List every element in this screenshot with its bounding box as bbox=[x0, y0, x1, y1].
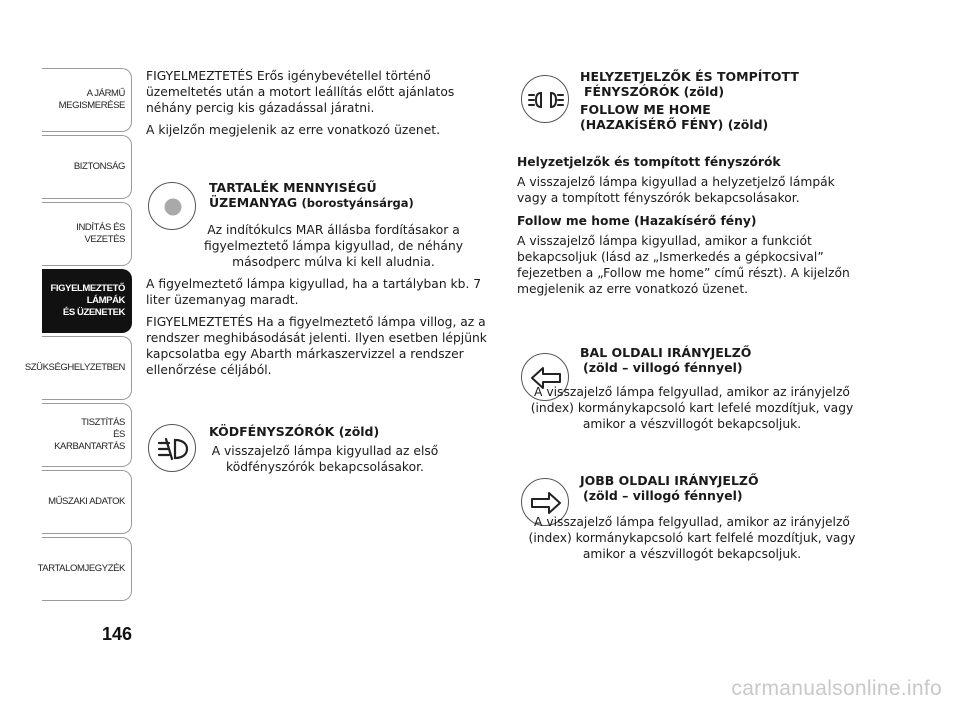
heading-line: JOBB OLDALI IRÁNYJELZŐ bbox=[580, 473, 759, 488]
body-paragraph: A visszajelző lámpa felgyullad, amikor az irányjelző (index) kormánykapcsoló kart felfelé mozdítjuk, vagy amikor a vészvillogót bekapcsoljuk. bbox=[528, 515, 856, 561]
tab-label: BIZTONSÁG bbox=[73, 161, 125, 172]
tab-label: A JÁRMŰ MEGISMERÉSE bbox=[58, 88, 125, 111]
fuel-reserve-heading bbox=[209, 180, 489, 211]
fuel-reserve-body bbox=[146, 222, 491, 378]
fog-light-icon bbox=[148, 424, 196, 472]
tab-a-jarmu-megismerese[interactable] bbox=[42, 68, 132, 132]
tab-tisztitas-es-karbantartas[interactable] bbox=[42, 403, 132, 467]
heading-line: (HAZAKÍSÉRŐ FÉNY) (zöld) bbox=[580, 117, 769, 132]
chapter-tabs bbox=[24, 68, 132, 604]
right-turn-body bbox=[512, 514, 872, 562]
tab-tartalomjegyzek[interactable] bbox=[37, 537, 132, 601]
heading-line: HELYZETJELZŐK ÉS TOMPÍTOTT bbox=[580, 69, 799, 84]
tab-inditas-es-vezetes[interactable] bbox=[42, 202, 132, 266]
display-message-paragraph: A kijelzőn megjelenik az erre vonatkozó üzenet. bbox=[146, 123, 441, 137]
fog-light-body bbox=[200, 443, 450, 475]
tab-label: TISZTÍTÁS ÉS KARBANTARTÁS bbox=[54, 417, 125, 452]
tab-label: FIGYELMEZTETŐ LÁMPÁK ÉS ÜZENETEK bbox=[50, 283, 125, 318]
left-turn-body bbox=[512, 384, 872, 432]
body-paragraph: A figyelmeztető lámpa kigyullad, ha a tartályban kb. 7 liter üzemanyag maradt. bbox=[146, 277, 482, 307]
subheading: Helyzetjelzők és tompított fényszórók bbox=[517, 155, 781, 169]
left-turn-heading bbox=[580, 345, 880, 375]
heading-line: ÜZEMANYAG bbox=[209, 195, 298, 210]
position-lights-icon bbox=[521, 75, 569, 123]
body-paragraph: A visszajelző lámpa kigyullad a helyzetjelző lámpák vagy a tompított fényszórók bekapcsolásakor. bbox=[517, 175, 835, 205]
page-number: 146 bbox=[102, 624, 133, 644]
heading-line: FÉNYSZÓRÓK (zöld) bbox=[584, 84, 725, 99]
heading-line: (zöld – villogó fénnyel) bbox=[583, 488, 743, 503]
tab-label: MŰSZAKI ADATOK bbox=[48, 496, 125, 507]
position-lights-body bbox=[517, 154, 867, 297]
tab-szukseghelyzetben[interactable] bbox=[24, 336, 132, 400]
heading-line: BAL OLDALI IRÁNYJELZŐ bbox=[580, 345, 752, 360]
heading-line: FOLLOW ME HOME bbox=[580, 102, 711, 117]
watermark: carmanualsonline.info bbox=[731, 677, 942, 700]
heading-line: TARTALÉK MENNYISÉGŰ bbox=[209, 180, 377, 195]
body-paragraph: FIGYELMEZTETÉS Ha a figyelmeztető lámpa villog, az a rendszer meghibásodását jelenti. Ilyen esetben lépjünk kapcsolatba egy Abarth márkaszervizzel a rendszer ellenőrzése céljából. bbox=[146, 315, 487, 377]
tab-figyelmezteto-lampak[interactable] bbox=[42, 269, 132, 333]
warning-paragraph: FIGYELMEZTETÉS Erős igénybevétellel történő üzemeltetés után a motort leállítás előtt ajánlatos néhány percig kis gázadással járatni. bbox=[146, 69, 455, 115]
intro-block bbox=[146, 68, 491, 138]
body-paragraph: A visszajelző lámpa felgyullad, amikor az irányjelző (index) kormánykapcsoló kart lefelé mozdítjuk, vagy amikor a vészvillogót bekapcsoljuk. bbox=[530, 385, 854, 431]
body-paragraph: A visszajelző lámpa kigyullad az első ködfényszórók bekapcsolásakor. bbox=[211, 444, 439, 474]
heading-line: (zöld – villogó fénnyel) bbox=[583, 360, 743, 375]
subheading: Follow me home (Hazakísérő fény) bbox=[517, 214, 757, 228]
tab-biztonsag[interactable] bbox=[42, 135, 132, 199]
tab-label: INDÍTÁS ÉS VEZETÉS bbox=[76, 222, 125, 245]
fog-light-heading: KÖDFÉNYSZÓRÓK (zöld) bbox=[209, 424, 380, 439]
tab-label: SZÜKSÉGHELYZETBEN bbox=[24, 362, 125, 373]
body-paragraph: A visszajelző lámpa kigyullad, amikor a funkciót bekapcsoljuk (lásd az „Ismerkedés a gépkocsival” fejezetben a „Follow me home” című részt). A kijelzőn megjelenik az erre vonatkozó üzenet. bbox=[517, 234, 850, 296]
heading-color-note: (borostyánsárga) bbox=[301, 196, 414, 210]
right-turn-heading bbox=[580, 473, 880, 503]
position-lights-heading bbox=[580, 69, 900, 132]
tab-label: TARTALOMJEGYZÉK bbox=[37, 563, 125, 574]
body-paragraph: Az indítókulcs MAR állásba fordításakor a figyelmeztető lámpa kigyullad, de néhány másodperc múlva ki kell aludnia. bbox=[203, 223, 464, 269]
tab-muszaki-adatok[interactable] bbox=[42, 470, 132, 534]
